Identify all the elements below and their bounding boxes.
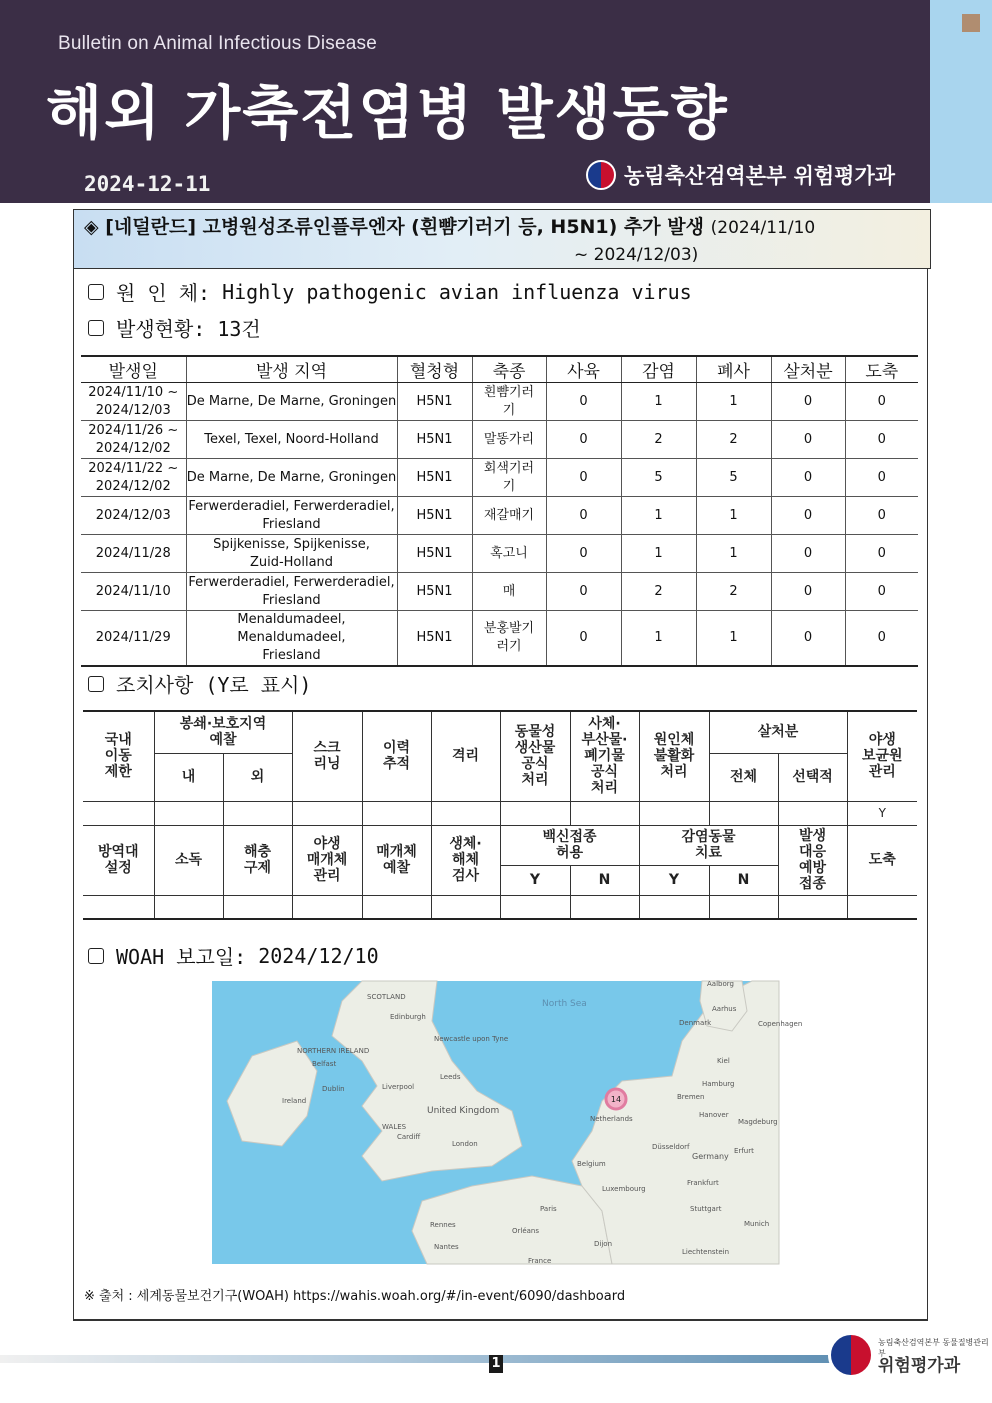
- table-cell: De Marne, De Marne, Groningen: [186, 459, 397, 497]
- map-label: Dijon: [594, 1240, 612, 1248]
- table-cell: 0: [771, 421, 845, 459]
- value-cell: [223, 801, 292, 825]
- table-row: [81, 383, 918, 421]
- bulletin-date: 2024-12-11: [84, 172, 211, 196]
- footer-department: 위험평가과: [878, 1356, 961, 1376]
- table-cell: 2: [696, 421, 771, 459]
- table-cell: 0: [546, 497, 621, 535]
- status-line: [88, 313, 261, 342]
- table-cell: 2024/12/03: [81, 497, 186, 535]
- table-cell: 2024/11/10 ~ 2024/12/03: [81, 383, 186, 421]
- table-cell: 2024/11/28: [81, 535, 186, 573]
- table-cell: 재갈매기: [472, 497, 546, 535]
- map-label: SCOTLAND: [367, 993, 406, 1001]
- column-header: 도축: [845, 356, 918, 383]
- woah-value: 2024/12/10: [258, 943, 379, 968]
- table-cell: H5N1: [397, 421, 472, 459]
- map-label: Orléans: [512, 1227, 540, 1235]
- table-row: [81, 421, 918, 459]
- table-cell: 2024/11/29: [81, 611, 186, 667]
- table-cell: 0: [546, 383, 621, 421]
- map-label: Kiel: [717, 1057, 730, 1065]
- bulletin-title: 해외 가축전염병 발생동향: [46, 79, 729, 147]
- map-label: Leeds: [440, 1073, 461, 1081]
- map-label: Aarhus: [712, 1005, 737, 1013]
- value-cell: [292, 801, 362, 825]
- table-cell: 2: [621, 421, 696, 459]
- value-cell: [292, 895, 362, 919]
- column-header: 축종: [472, 356, 546, 383]
- map-label: Copenhagen: [758, 1020, 803, 1028]
- measure-carcass: 사체· 부산물· 폐기물 공식 처리: [570, 711, 639, 801]
- vaccination-n: N: [570, 865, 639, 895]
- map-label: Liverpool: [382, 1083, 415, 1091]
- value-cell: [83, 895, 154, 919]
- pathogen-line: [88, 277, 692, 306]
- checkbox-square-icon: [88, 284, 104, 300]
- map-label: NORTHERN IRELAND: [297, 1047, 370, 1055]
- headline-text: [84, 214, 924, 268]
- checkbox-square-icon: [88, 676, 104, 692]
- map-label: Germany: [692, 1152, 729, 1161]
- table-cell: 회색기러 기: [472, 459, 546, 497]
- table-cell: 0: [845, 573, 918, 611]
- value-cell: [500, 801, 570, 825]
- table-row: [81, 611, 918, 667]
- table-cell: 2024/11/26 ~ 2024/12/02: [81, 421, 186, 459]
- map-label: North Sea: [542, 999, 587, 1009]
- table-cell: 0: [546, 573, 621, 611]
- value-cell: [709, 801, 778, 825]
- value-cell: [362, 801, 431, 825]
- diamond-bullet-icon: ◈: [84, 216, 99, 238]
- table-cell: 0: [771, 383, 845, 421]
- table-cell: 1: [621, 497, 696, 535]
- map-label: Frankfurt: [687, 1179, 719, 1187]
- outbreak-table-header: [81, 356, 918, 383]
- column-header: 감염: [621, 356, 696, 383]
- column-header: 혈청형: [397, 356, 472, 383]
- map-label: Stuttgart: [690, 1205, 722, 1213]
- map-label: Cardiff: [397, 1133, 421, 1141]
- column-header: 발생일: [81, 356, 186, 383]
- measure-screening: 스크 리닝: [292, 711, 362, 801]
- value-cell: [154, 895, 223, 919]
- organization-name: 농림축산검역본부 위험평가과: [624, 164, 896, 188]
- table-row: [81, 497, 918, 535]
- status-value: 13건: [217, 317, 261, 341]
- checkbox-square-icon: [88, 948, 104, 964]
- value-cell: [154, 801, 223, 825]
- table-cell: 0: [771, 535, 845, 573]
- table-row: [81, 535, 918, 573]
- value-cell: [778, 801, 847, 825]
- section-headline: [73, 209, 931, 269]
- measure-treatment: 감염동물 치료: [639, 825, 778, 865]
- value-cell: [778, 895, 847, 919]
- measure-animal-products: 동물성 생산물 공식 처리: [500, 711, 570, 801]
- wildlife-reservoir-value: Y: [847, 801, 917, 825]
- table-cell: 1: [621, 383, 696, 421]
- map-label: United Kingdom: [427, 1106, 500, 1116]
- measure-zone-inside: 내: [154, 753, 223, 801]
- measures-line: [88, 669, 311, 698]
- pathogen-label: 원 인 체:: [116, 281, 211, 305]
- measure-slaughter: 도축: [847, 825, 917, 895]
- measure-tracing: 이력 추적: [362, 711, 431, 801]
- measure-zone-outside: 외: [223, 753, 292, 801]
- map-label: Bremen: [677, 1093, 705, 1101]
- measure-pathogen-inactivation: 원인체 불활화 처리: [639, 711, 709, 801]
- headline-title: [네덜란드] 고병원성조류인플루엔자 (흰뺨기러기 등, H5N1) 추가 발생: [105, 216, 704, 238]
- value-cell: [500, 895, 570, 919]
- taegeuk-emblem-icon: [586, 160, 616, 190]
- value-cell: [709, 895, 778, 919]
- outbreak-table-body: [81, 383, 918, 667]
- table-cell: Menaldumadeel, Menaldumadeel, Friesland: [186, 611, 397, 667]
- measure-vector-surveillance: 매개체 예찰: [362, 825, 431, 895]
- map-label: Nantes: [434, 1243, 459, 1251]
- value-cell: [362, 895, 431, 919]
- table-cell: H5N1: [397, 383, 472, 421]
- treatment-n: N: [709, 865, 778, 895]
- header-side-accent: [930, 0, 992, 203]
- table-cell: Spijkenisse, Spijkenisse, Zuid-Holland: [186, 535, 397, 573]
- value-cell: [431, 801, 500, 825]
- map-label: Edinburgh: [390, 1013, 426, 1021]
- table-cell: H5N1: [397, 535, 472, 573]
- organization-logo: [586, 158, 895, 192]
- column-header: 사육: [546, 356, 621, 383]
- column-header: 살처분: [771, 356, 845, 383]
- vaccination-y: Y: [500, 865, 570, 895]
- table-cell: 0: [546, 611, 621, 667]
- measures-table: [83, 710, 917, 920]
- measure-protection-zone: 봉쇄·보호지역 예찰: [154, 711, 292, 753]
- map-label: Liechtenstein: [682, 1248, 730, 1256]
- table-cell: 0: [771, 573, 845, 611]
- woah-label: WOAH 보고일:: [116, 945, 247, 969]
- treatment-y: Y: [639, 865, 709, 895]
- map-label: Erfurt: [734, 1147, 754, 1155]
- value-cell: [431, 895, 500, 919]
- column-header: 발생 지역: [186, 356, 397, 383]
- table-cell: 흰뺨기러 기: [472, 383, 546, 421]
- table-cell: 매: [472, 573, 546, 611]
- value-cell: [639, 801, 709, 825]
- map-label: Denmark: [679, 1019, 712, 1027]
- measure-zoning: 방역대 설정: [83, 825, 154, 895]
- pathogen-value: Highly pathogenic avian influenza virus: [222, 279, 692, 304]
- measure-vector-control: 해충 구제: [223, 825, 292, 895]
- table-cell: 분홍발기 러기: [472, 611, 546, 667]
- map-label: Dublin: [322, 1085, 345, 1093]
- footer-gradient-line: [0, 1355, 840, 1363]
- table-cell: Texel, Texel, Noord-Holland: [186, 421, 397, 459]
- table-cell: 0: [546, 421, 621, 459]
- table-cell: 0: [845, 497, 918, 535]
- table-cell: H5N1: [397, 459, 472, 497]
- map-label: Belfast: [312, 1060, 337, 1068]
- measures-title: 조치사항 (Y로 표시): [116, 673, 312, 697]
- woah-line: [88, 941, 379, 970]
- value-cell: [570, 895, 639, 919]
- map-label: Ireland: [282, 1097, 307, 1105]
- table-cell: 말똥가리: [472, 421, 546, 459]
- taegeuk-emblem-icon: [828, 1332, 874, 1378]
- header-corner-square: [962, 14, 980, 32]
- status-label: 발생현황:: [116, 317, 206, 341]
- map-canvas: [212, 980, 803, 1265]
- map-label: Rennes: [430, 1221, 456, 1229]
- map-label: Netherlands: [590, 1115, 633, 1123]
- outbreak-map[interactable]: [212, 980, 803, 1265]
- measure-domestic-movement: 국내 이동 제한: [83, 711, 154, 801]
- measure-wild-vector: 야생 매개체 관리: [292, 825, 362, 895]
- table-cell: 2024/11/22 ~ 2024/12/02: [81, 459, 186, 497]
- value-cell: [847, 895, 917, 919]
- bulletin-subtitle: Bulletin on Animal Infectious Disease: [58, 33, 377, 54]
- map-label: WALES: [382, 1123, 407, 1131]
- table-cell: 2024/11/10: [81, 573, 186, 611]
- table-cell: 0: [845, 611, 918, 667]
- measure-culling: 살처분: [709, 711, 847, 753]
- map-label: Düsseldorf: [652, 1143, 690, 1151]
- table-cell: 0: [771, 459, 845, 497]
- map-label: Aalborg: [707, 980, 734, 988]
- checkbox-square-icon: [88, 320, 104, 336]
- source-note: ※ 출처 : 세계동물보건기구(WOAH) https://wahis.woah.org/#/in-event/6090/dashboard: [84, 1289, 626, 1304]
- table-cell: 0: [845, 459, 918, 497]
- map-label: Paris: [540, 1205, 557, 1213]
- map-label: London: [452, 1140, 478, 1148]
- map-label: Magdeburg: [738, 1118, 778, 1126]
- table-cell: 0: [845, 383, 918, 421]
- map-label: Belgium: [577, 1160, 606, 1168]
- table-cell: H5N1: [397, 497, 472, 535]
- map-label: France: [528, 1257, 552, 1265]
- table-cell: 1: [621, 535, 696, 573]
- measure-culling-selective: 선택적: [778, 753, 847, 801]
- table-row: [81, 573, 918, 611]
- measure-culling-all: 전체: [709, 753, 778, 801]
- headline-period-start: (2024/11/10: [710, 218, 816, 238]
- table-cell: De Marne, De Marne, Groningen: [186, 383, 397, 421]
- value-cell: [223, 895, 292, 919]
- table-cell: 1: [621, 611, 696, 667]
- table-cell: 2: [696, 573, 771, 611]
- outbreak-cluster-count: 14: [610, 1095, 622, 1104]
- map-label: Luxembourg: [602, 1185, 646, 1193]
- map-label: Munich: [744, 1220, 770, 1228]
- table-cell: 0: [771, 611, 845, 667]
- map-label: Hanover: [699, 1111, 729, 1119]
- value-cell: [570, 801, 639, 825]
- table-cell: 0: [546, 535, 621, 573]
- table-cell: 0: [546, 459, 621, 497]
- table-row: [81, 459, 918, 497]
- table-cell: 5: [696, 459, 771, 497]
- footer-organization: 농림축산검역본부 동물질병관리부: [878, 1338, 989, 1358]
- column-header: 폐사: [696, 356, 771, 383]
- outbreak-table: [81, 355, 918, 667]
- table-cell: 2: [621, 573, 696, 611]
- table-cell: 1: [696, 611, 771, 667]
- value-cell: [83, 801, 154, 825]
- headline-period-end: ~ 2024/12/03): [574, 245, 699, 265]
- measure-disinfection: 소독: [154, 825, 223, 895]
- table-cell: 1: [696, 497, 771, 535]
- table-cell: Ferwerderadiel, Ferwerderadiel, Friesland: [186, 497, 397, 535]
- table-cell: 혹고니: [472, 535, 546, 573]
- table-cell: H5N1: [397, 611, 472, 667]
- measure-vaccination: 백신접종 허용: [500, 825, 639, 865]
- table-cell: 0: [845, 421, 918, 459]
- page-number: 1: [489, 1355, 503, 1373]
- value-cell: [639, 895, 709, 919]
- measure-quarantine: 격리: [431, 711, 500, 801]
- table-cell: 5: [621, 459, 696, 497]
- table-cell: 1: [696, 383, 771, 421]
- map-label: Hamburg: [702, 1080, 735, 1088]
- measure-wildlife-reservoir: 야생 보균원 관리: [847, 711, 917, 801]
- table-cell: Ferwerderadiel, Ferwerderadiel, Friesland: [186, 573, 397, 611]
- table-cell: 1: [696, 535, 771, 573]
- table-cell: H5N1: [397, 573, 472, 611]
- table-cell: 0: [771, 497, 845, 535]
- measure-emergency-vaccination: 발생 대응 예방 접종: [778, 825, 847, 895]
- measure-live-dead-test: 생체· 해체 검사: [431, 825, 500, 895]
- table-cell: 0: [845, 535, 918, 573]
- map-label: Newcastle upon Tyne: [434, 1035, 509, 1043]
